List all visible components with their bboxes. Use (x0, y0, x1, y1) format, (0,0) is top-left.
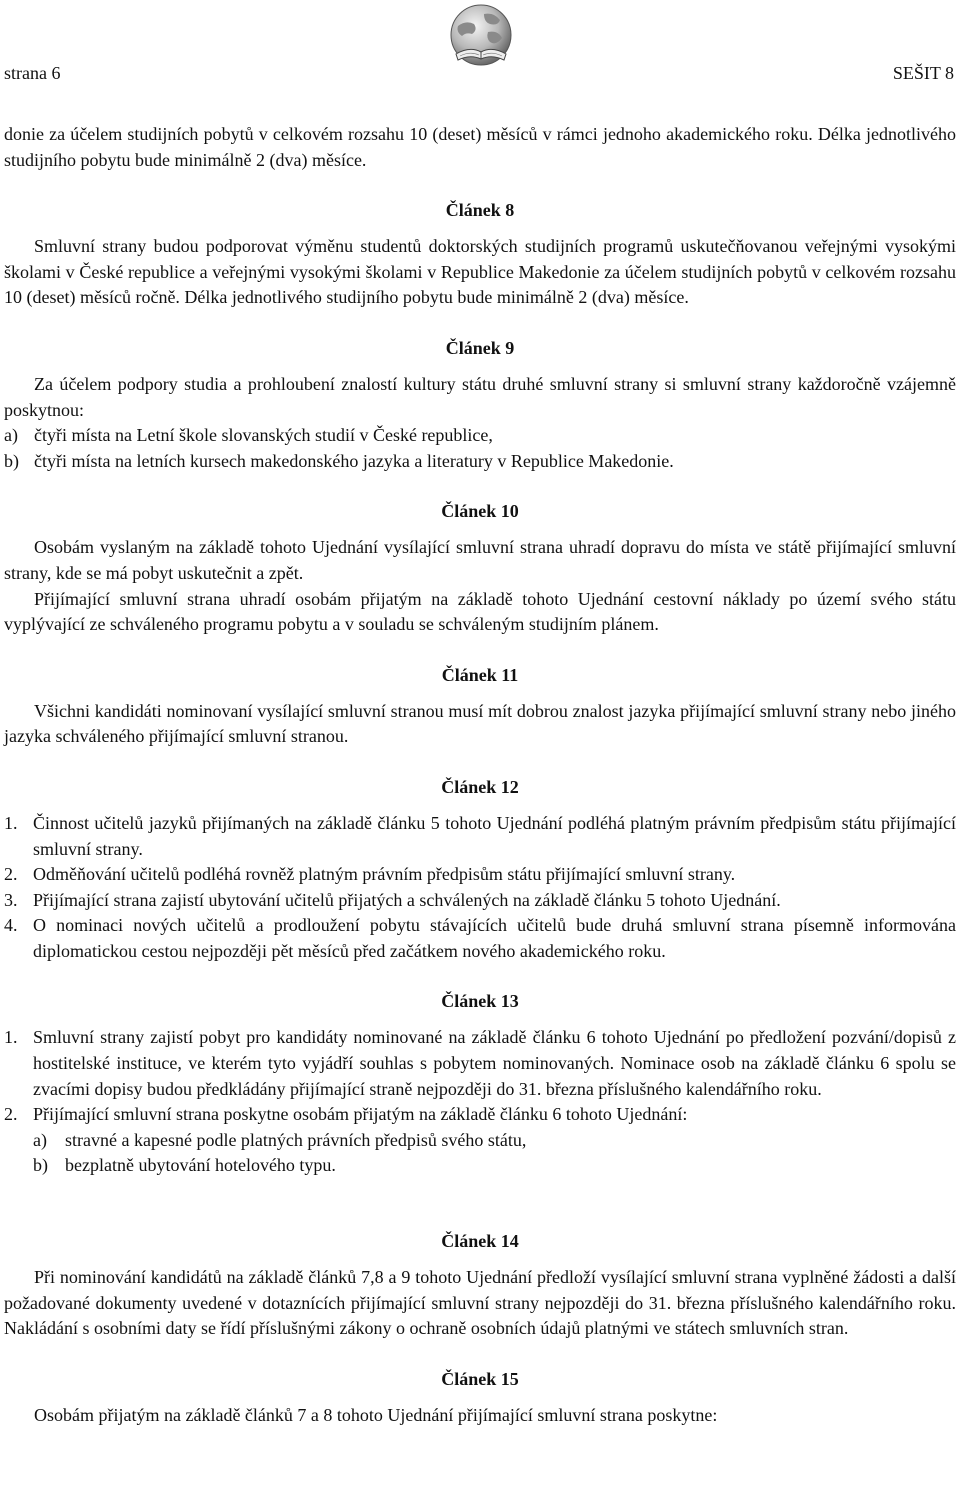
article-8-text: Smluvní strany budou podporovat výměnu studentů doktorských studijních programů uskutečňovanou veřejnými vysokými školami v České republice a veřejnými vysokými školami v Republice Makedonie za účelem studijních pobytů v celkovém rozsahu 10 (deset) měsíců ročně. Délka jednotlivého studijního pobytu bude minimálně 2 (dva) měsíce. (4, 236, 956, 308)
intro-paragraph: donie za účelem studijních pobytů v celkovém rozsahu 10 (deset) měsíců v rámci jednoho akademického roku. Délka jednotlivého studijního pobytu bude minimálně 2 (dva) měsíce. (4, 124, 956, 170)
sub-list-item (33, 1153, 956, 1179)
list-item (4, 449, 956, 475)
list-item (4, 888, 956, 914)
globe-book-logo (444, 2, 518, 76)
list-marker: 1. (4, 812, 18, 833)
list-text: Přijímající smluvní strana poskytne osobám přijatým na základě článku 6 tohoto Ujednání: (33, 1104, 688, 1125)
list-marker: b) (4, 450, 19, 471)
article-11-text: Všichni kandidáti nominovaní vysílající smluvní stranou musí mít dobrou znalost jazyka přijímající smluvní strany nebo jiného jazyka schváleného přijímající smluvní stranou. (4, 700, 956, 747)
article-14-text: Při nominování kandidátů na základě článků 7,8 a 9 tohoto Ujednání předloží vysílající smluvní strana vyplněné žádosti a další požadované dokumenty uvedené v dotaznících přijímající smluvní strany nejpozději do 31. března příslušného kalendářního roku. Nakládání s osobními daty se řídí příslušnými zákony o ochraně osobních údajů platnými ve státech smluvních stran. (4, 1267, 956, 1339)
list-marker: b) (33, 1155, 48, 1176)
article-8-title: Článek 8 (445, 200, 515, 221)
list-text: Přijímající strana zajistí ubytování učitelů přijatých a schválených na základě článku 5 tohoto Ujednání. (33, 889, 781, 910)
article-11-title: Článek 11 (441, 664, 519, 685)
article-10-paragraph-2: Přijímající smluvní strana uhradí osobám přijatým na základě tohoto Ujednání cestovní náklady po území svého státu vyplývající ze schváleného programu pobytu a v souladu se schváleným studijním plánem. (4, 588, 956, 635)
article-9-title: Článek 9 (445, 337, 515, 358)
list-text: čtyři místa na letních kursech makedonského jazyka a literatury v Republice Makedonie. (34, 450, 674, 471)
list-marker: 3. (4, 889, 18, 910)
list-item (4, 1102, 956, 1128)
list-marker: a) (4, 425, 18, 446)
article-9-text: Za účelem podpory studia a prohloubení znalostí kultury státu druhé smluvní strany si smluvní strany každoročně vzájemně poskytnou: (4, 373, 956, 420)
list-text: stravné a kapesné podle platných právních předpisů svého státu, (65, 1129, 527, 1150)
document-body (4, 122, 956, 1428)
list-item (4, 913, 956, 964)
article-14-title: Článek 14 (441, 1231, 519, 1252)
article-15-text: Osobám přijatým na základě článků 7 a 8 tohoto Ujednání přijímající smluvní strana poskytne: (34, 1404, 718, 1425)
article-15-title: Článek 15 (441, 1368, 519, 1389)
page-number: strana 6 (4, 63, 61, 83)
article-10-title: Článek 10 (441, 501, 519, 522)
list-item (4, 862, 956, 888)
list-item (4, 811, 956, 862)
list-text: čtyři místa na Letní škole slovanských studií v České republice, (34, 425, 493, 446)
list-marker: 2. (4, 1104, 18, 1125)
list-item (4, 423, 956, 449)
article-12-title: Článek 12 (441, 776, 519, 797)
list-text: O nominaci nových učitelů a prodloužení pobytu stávajících učitelů bude druhá smluvní strana písemně informována diplomatickou cestou nejpozději pět měsíců před začátkem nového akademického roku. (33, 915, 956, 961)
list-marker: 1. (4, 1027, 18, 1048)
list-text: Činnost učitelů jazyků přijímaných na základě článku 5 tohoto Ujednání podléhá platným právním předpisům státu přijímající smluvní strany. (33, 812, 956, 859)
list-text: Smluvní strany zajistí pobyt pro kandidáty nominované na základě článku 6 tohoto Ujednání po předložení pozvání/dopisů z hostitelské instituce, ve kterém tyto vyjádří souhlas s pobytem nominovaných. Nominace osob na základě článku 6 spolu se zvacími dopisy budou předkládány přijímající straně nejpozději do 31. března příslušného kalendářního roku. (33, 1027, 956, 1099)
list-item (4, 1025, 956, 1102)
issue-label: SEŠIT 8 (892, 63, 954, 83)
article-10-paragraph-1: Osobám vyslaným na základě tohoto Ujednání vysílající smluvní strana uhradí dopravu do místa ve státě přijímající smluvní strany, kde se má pobyt uskutečnit a zpět. (4, 537, 956, 583)
list-marker: a) (33, 1129, 47, 1150)
list-text: bezplatně ubytování hotelového typu. (65, 1155, 336, 1176)
sub-list-item (33, 1128, 956, 1154)
article-13-title: Článek 13 (441, 991, 519, 1012)
list-text: Odměňování učitelů podléhá rovněž platným právním předpisům státu přijímající smluvní strany. (33, 864, 736, 885)
list-marker: 2. (4, 864, 18, 885)
list-marker: 4. (4, 915, 18, 936)
